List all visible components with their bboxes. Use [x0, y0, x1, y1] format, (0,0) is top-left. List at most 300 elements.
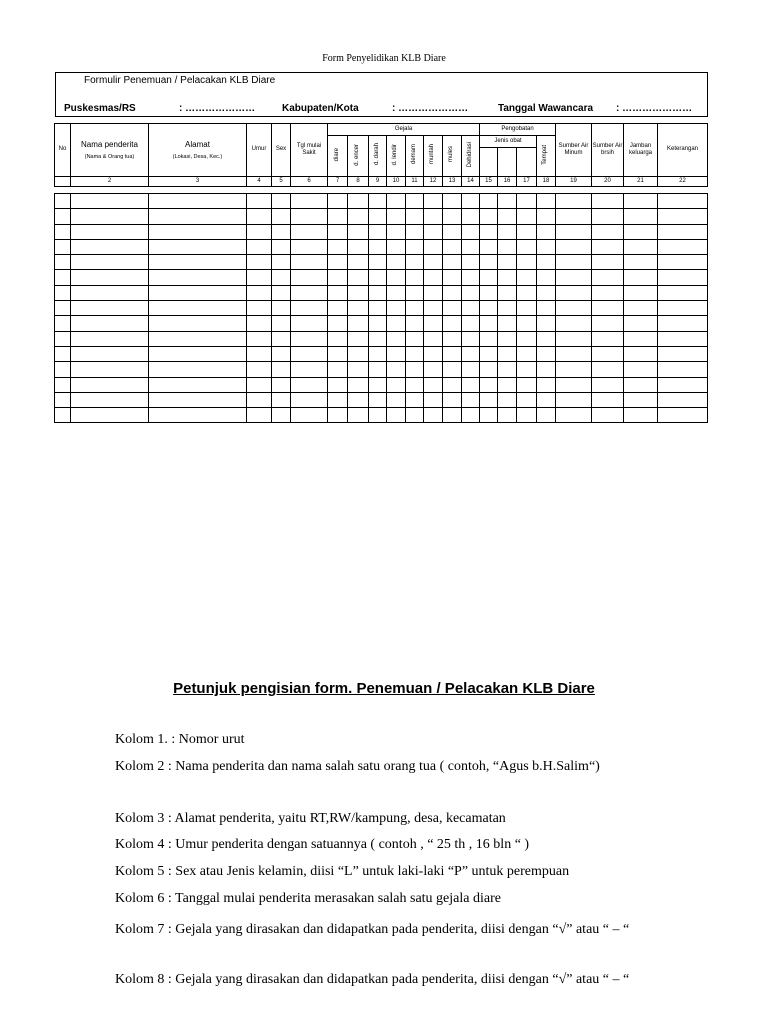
entry-cell[interactable]: [592, 316, 624, 331]
entry-cell[interactable]: [480, 224, 498, 239]
entry-cell[interactable]: [424, 255, 443, 270]
entry-cell[interactable]: [71, 301, 149, 316]
entry-cell[interactable]: [328, 301, 348, 316]
entry-cell[interactable]: [592, 377, 624, 392]
entry-cell[interactable]: [55, 316, 71, 331]
entry-cell[interactable]: [556, 285, 592, 300]
entry-cell[interactable]: [537, 346, 556, 361]
entry-cell[interactable]: [369, 392, 387, 407]
entry-cell[interactable]: [624, 331, 658, 346]
entry-cell[interactable]: [406, 377, 424, 392]
entry-cell[interactable]: [272, 301, 291, 316]
entry-cell[interactable]: [537, 392, 556, 407]
entry-cell[interactable]: [406, 301, 424, 316]
entry-cell[interactable]: [498, 270, 517, 285]
entry-cell[interactable]: [348, 301, 369, 316]
entry-cell[interactable]: [348, 408, 369, 423]
entry-cell[interactable]: [556, 270, 592, 285]
entry-cell[interactable]: [498, 331, 517, 346]
entry-cell[interactable]: [658, 392, 708, 407]
entry-cell[interactable]: [247, 377, 272, 392]
entry-cell[interactable]: [592, 362, 624, 377]
entry-cell[interactable]: [424, 362, 443, 377]
entry-cell[interactable]: [328, 239, 348, 254]
entry-cell[interactable]: [498, 377, 517, 392]
entry-cell[interactable]: [658, 408, 708, 423]
entry-cell[interactable]: [462, 270, 480, 285]
entry-cell[interactable]: [55, 255, 71, 270]
entry-cell[interactable]: [406, 270, 424, 285]
entry-cell[interactable]: [272, 362, 291, 377]
entry-cell[interactable]: [369, 316, 387, 331]
entry-cell[interactable]: [149, 255, 247, 270]
entry-cell[interactable]: [71, 255, 149, 270]
entry-cell[interactable]: [291, 224, 328, 239]
entry-cell[interactable]: [272, 255, 291, 270]
entry-cell[interactable]: [624, 270, 658, 285]
entry-cell[interactable]: [247, 194, 272, 209]
entry-cell[interactable]: [480, 301, 498, 316]
entry-cell[interactable]: [348, 331, 369, 346]
entry-cell[interactable]: [624, 239, 658, 254]
entry-cell[interactable]: [517, 331, 537, 346]
entry-cell[interactable]: [658, 285, 708, 300]
entry-cell[interactable]: [658, 316, 708, 331]
entry-cell[interactable]: [348, 377, 369, 392]
entry-cell[interactable]: [592, 392, 624, 407]
entry-cell[interactable]: [443, 377, 462, 392]
entry-cell[interactable]: [247, 301, 272, 316]
entry-cell[interactable]: [71, 209, 149, 224]
entry-cell[interactable]: [291, 301, 328, 316]
entry-cell[interactable]: [517, 224, 537, 239]
entry-cell[interactable]: [424, 331, 443, 346]
entry-cell[interactable]: [247, 239, 272, 254]
entry-cell[interactable]: [424, 346, 443, 361]
entry-cell[interactable]: [480, 285, 498, 300]
entry-cell[interactable]: [424, 377, 443, 392]
entry-cell[interactable]: [149, 392, 247, 407]
entry-cell[interactable]: [348, 392, 369, 407]
entry-cell[interactable]: [71, 194, 149, 209]
entry-cell[interactable]: [387, 270, 406, 285]
entry-cell[interactable]: [291, 331, 328, 346]
entry-cell[interactable]: [537, 331, 556, 346]
entry-cell[interactable]: [406, 194, 424, 209]
entry-cell[interactable]: [424, 194, 443, 209]
entry-cell[interactable]: [517, 392, 537, 407]
entry-cell[interactable]: [480, 239, 498, 254]
entry-cell[interactable]: [406, 331, 424, 346]
entry-cell[interactable]: [369, 377, 387, 392]
entry-cell[interactable]: [387, 346, 406, 361]
entry-cell[interactable]: [658, 301, 708, 316]
entry-cell[interactable]: [406, 316, 424, 331]
entry-cell[interactable]: [443, 316, 462, 331]
entry-cell[interactable]: [328, 270, 348, 285]
entry-cell[interactable]: [272, 224, 291, 239]
entry-cell[interactable]: [55, 285, 71, 300]
entry-cell[interactable]: [556, 346, 592, 361]
entry-cell[interactable]: [55, 209, 71, 224]
entry-cell[interactable]: [328, 346, 348, 361]
entry-cell[interactable]: [71, 331, 149, 346]
entry-cell[interactable]: [348, 316, 369, 331]
entry-cell[interactable]: [71, 377, 149, 392]
entry-cell[interactable]: [498, 316, 517, 331]
entry-cell[interactable]: [592, 408, 624, 423]
entry-cell[interactable]: [149, 408, 247, 423]
entry-cell[interactable]: [592, 331, 624, 346]
entry-cell[interactable]: [348, 362, 369, 377]
entry-cell[interactable]: [424, 392, 443, 407]
entry-cell[interactable]: [387, 194, 406, 209]
entry-cell[interactable]: [443, 209, 462, 224]
entry-cell[interactable]: [556, 255, 592, 270]
entry-cell[interactable]: [592, 270, 624, 285]
entry-cell[interactable]: [55, 331, 71, 346]
entry-cell[interactable]: [369, 362, 387, 377]
entry-cell[interactable]: [462, 392, 480, 407]
entry-cell[interactable]: [517, 209, 537, 224]
entry-cell[interactable]: [517, 194, 537, 209]
entry-cell[interactable]: [498, 255, 517, 270]
entry-cell[interactable]: [71, 392, 149, 407]
entry-cell[interactable]: [443, 346, 462, 361]
kabupaten-value[interactable]: : …………………: [392, 103, 469, 114]
entry-cell[interactable]: [658, 194, 708, 209]
entry-cell[interactable]: [462, 316, 480, 331]
entry-cell[interactable]: [424, 270, 443, 285]
entry-cell[interactable]: [291, 239, 328, 254]
entry-cell[interactable]: [406, 285, 424, 300]
entry-cell[interactable]: [624, 346, 658, 361]
entry-cell[interactable]: [498, 392, 517, 407]
entry-cell[interactable]: [658, 209, 708, 224]
entry-cell[interactable]: [462, 209, 480, 224]
entry-cell[interactable]: [462, 301, 480, 316]
entry-cell[interactable]: [658, 346, 708, 361]
entry-cell[interactable]: [592, 194, 624, 209]
entry-cell[interactable]: [247, 408, 272, 423]
entry-cell[interactable]: [480, 270, 498, 285]
entry-cell[interactable]: [480, 392, 498, 407]
entry-cell[interactable]: [443, 255, 462, 270]
entry-cell[interactable]: [328, 331, 348, 346]
entry-cell[interactable]: [247, 224, 272, 239]
entry-cell[interactable]: [443, 194, 462, 209]
entry-cell[interactable]: [556, 224, 592, 239]
entry-cell[interactable]: [424, 239, 443, 254]
entry-cell[interactable]: [149, 316, 247, 331]
entry-cell[interactable]: [387, 331, 406, 346]
entry-cell[interactable]: [55, 194, 71, 209]
entry-cell[interactable]: [443, 270, 462, 285]
entry-cell[interactable]: [272, 408, 291, 423]
entry-cell[interactable]: [328, 408, 348, 423]
entry-cell[interactable]: [537, 224, 556, 239]
entry-cell[interactable]: [556, 301, 592, 316]
entry-cell[interactable]: [387, 316, 406, 331]
entry-cell[interactable]: [55, 377, 71, 392]
entry-cell[interactable]: [480, 255, 498, 270]
entry-cell[interactable]: [348, 239, 369, 254]
entry-cell[interactable]: [517, 239, 537, 254]
entry-cell[interactable]: [55, 224, 71, 239]
entry-cell[interactable]: [387, 408, 406, 423]
entry-cell[interactable]: [406, 224, 424, 239]
entry-cell[interactable]: [387, 285, 406, 300]
entry-cell[interactable]: [624, 224, 658, 239]
entry-cell[interactable]: [149, 362, 247, 377]
entry-cell[interactable]: [498, 408, 517, 423]
entry-cell[interactable]: [149, 331, 247, 346]
entry-cell[interactable]: [498, 209, 517, 224]
entry-cell[interactable]: [443, 285, 462, 300]
entry-cell[interactable]: [462, 239, 480, 254]
entry-cell[interactable]: [149, 285, 247, 300]
entry-cell[interactable]: [556, 377, 592, 392]
entry-cell[interactable]: [424, 224, 443, 239]
entry-cell[interactable]: [424, 285, 443, 300]
entry-cell[interactable]: [328, 194, 348, 209]
entry-cell[interactable]: [658, 362, 708, 377]
entry-cell[interactable]: [387, 392, 406, 407]
entry-cell[interactable]: [149, 209, 247, 224]
entry-cell[interactable]: [443, 224, 462, 239]
entry-cell[interactable]: [247, 316, 272, 331]
entry-cell[interactable]: [328, 209, 348, 224]
entry-cell[interactable]: [480, 408, 498, 423]
entry-cell[interactable]: [424, 316, 443, 331]
entry-cell[interactable]: [462, 224, 480, 239]
entry-cell[interactable]: [328, 316, 348, 331]
entry-cell[interactable]: [348, 224, 369, 239]
entry-cell[interactable]: [556, 408, 592, 423]
entry-cell[interactable]: [328, 224, 348, 239]
entry-cell[interactable]: [291, 362, 328, 377]
entry-cell[interactable]: [369, 224, 387, 239]
entry-cell[interactable]: [517, 255, 537, 270]
entry-cell[interactable]: [71, 285, 149, 300]
entry-cell[interactable]: [328, 377, 348, 392]
entry-cell[interactable]: [592, 285, 624, 300]
entry-cell[interactable]: [369, 239, 387, 254]
entry-cell[interactable]: [462, 285, 480, 300]
entry-cell[interactable]: [387, 224, 406, 239]
entry-cell[interactable]: [517, 377, 537, 392]
entry-cell[interactable]: [480, 331, 498, 346]
entry-cell[interactable]: [537, 408, 556, 423]
entry-cell[interactable]: [658, 239, 708, 254]
entry-cell[interactable]: [71, 408, 149, 423]
entry-cell[interactable]: [406, 209, 424, 224]
entry-cell[interactable]: [556, 194, 592, 209]
entry-cell[interactable]: [291, 270, 328, 285]
entry-cell[interactable]: [247, 285, 272, 300]
entry-cell[interactable]: [149, 346, 247, 361]
entry-cell[interactable]: [480, 377, 498, 392]
entry-cell[interactable]: [462, 362, 480, 377]
entry-cell[interactable]: [55, 362, 71, 377]
entry-cell[interactable]: [387, 377, 406, 392]
entry-cell[interactable]: [443, 408, 462, 423]
entry-cell[interactable]: [624, 362, 658, 377]
entry-cell[interactable]: [517, 285, 537, 300]
entry-cell[interactable]: [328, 285, 348, 300]
entry-cell[interactable]: [658, 270, 708, 285]
entry-cell[interactable]: [71, 316, 149, 331]
entry-cell[interactable]: [443, 331, 462, 346]
entry-cell[interactable]: [480, 209, 498, 224]
entry-cell[interactable]: [291, 377, 328, 392]
entry-cell[interactable]: [149, 224, 247, 239]
entry-cell[interactable]: [291, 194, 328, 209]
entry-cell[interactable]: [624, 316, 658, 331]
entry-cell[interactable]: [247, 346, 272, 361]
entry-cell[interactable]: [624, 377, 658, 392]
entry-cell[interactable]: [658, 224, 708, 239]
entry-cell[interactable]: [498, 194, 517, 209]
entry-cell[interactable]: [55, 239, 71, 254]
entry-cell[interactable]: [291, 285, 328, 300]
entry-cell[interactable]: [272, 285, 291, 300]
entry-cell[interactable]: [369, 331, 387, 346]
entry-cell[interactable]: [406, 392, 424, 407]
entry-cell[interactable]: [348, 285, 369, 300]
entry-cell[interactable]: [272, 392, 291, 407]
entry-cell[interactable]: [348, 255, 369, 270]
entry-cell[interactable]: [424, 408, 443, 423]
entry-cell[interactable]: [462, 408, 480, 423]
entry-cell[interactable]: [71, 239, 149, 254]
entry-cell[interactable]: [424, 209, 443, 224]
entry-cell[interactable]: [71, 224, 149, 239]
entry-cell[interactable]: [537, 316, 556, 331]
entry-cell[interactable]: [624, 392, 658, 407]
entry-cell[interactable]: [443, 301, 462, 316]
entry-cell[interactable]: [537, 377, 556, 392]
entry-cell[interactable]: [247, 209, 272, 224]
entry-cell[interactable]: [498, 301, 517, 316]
entry-cell[interactable]: [149, 270, 247, 285]
entry-cell[interactable]: [369, 255, 387, 270]
entry-cell[interactable]: [443, 239, 462, 254]
entry-cell[interactable]: [462, 255, 480, 270]
entry-cell[interactable]: [247, 392, 272, 407]
entry-cell[interactable]: [369, 346, 387, 361]
entry-cell[interactable]: [498, 285, 517, 300]
entry-cell[interactable]: [537, 285, 556, 300]
entry-cell[interactable]: [406, 362, 424, 377]
entry-cell[interactable]: [498, 362, 517, 377]
entry-cell[interactable]: [71, 362, 149, 377]
entry-cell[interactable]: [517, 301, 537, 316]
entry-cell[interactable]: [149, 239, 247, 254]
entry-cell[interactable]: [537, 362, 556, 377]
entry-cell[interactable]: [369, 301, 387, 316]
entry-cell[interactable]: [348, 346, 369, 361]
entry-cell[interactable]: [348, 194, 369, 209]
entry-cell[interactable]: [149, 377, 247, 392]
entry-cell[interactable]: [556, 209, 592, 224]
entry-cell[interactable]: [517, 316, 537, 331]
entry-cell[interactable]: [406, 346, 424, 361]
entry-cell[interactable]: [406, 239, 424, 254]
entry-cell[interactable]: [537, 270, 556, 285]
entry-cell[interactable]: [517, 346, 537, 361]
entry-cell[interactable]: [592, 346, 624, 361]
entry-cell[interactable]: [624, 209, 658, 224]
entry-cell[interactable]: [443, 392, 462, 407]
entry-cell[interactable]: [272, 194, 291, 209]
entry-cell[interactable]: [291, 316, 328, 331]
entry-cell[interactable]: [291, 408, 328, 423]
entry-cell[interactable]: [369, 270, 387, 285]
entry-cell[interactable]: [387, 301, 406, 316]
entry-cell[interactable]: [658, 255, 708, 270]
entry-cell[interactable]: [462, 346, 480, 361]
entry-cell[interactable]: [624, 408, 658, 423]
entry-cell[interactable]: [462, 377, 480, 392]
entry-cell[interactable]: [556, 362, 592, 377]
entry-cell[interactable]: [592, 209, 624, 224]
entry-cell[interactable]: [328, 362, 348, 377]
entry-cell[interactable]: [592, 239, 624, 254]
entry-cell[interactable]: [55, 346, 71, 361]
entry-cell[interactable]: [272, 209, 291, 224]
entry-cell[interactable]: [624, 194, 658, 209]
entry-cell[interactable]: [624, 301, 658, 316]
entry-cell[interactable]: [443, 362, 462, 377]
entry-cell[interactable]: [658, 377, 708, 392]
entry-cell[interactable]: [556, 331, 592, 346]
entry-cell[interactable]: [328, 255, 348, 270]
entry-cell[interactable]: [291, 255, 328, 270]
entry-cell[interactable]: [498, 224, 517, 239]
entry-cell[interactable]: [272, 331, 291, 346]
entry-cell[interactable]: [592, 224, 624, 239]
entry-cell[interactable]: [149, 194, 247, 209]
entry-cell[interactable]: [406, 408, 424, 423]
entry-cell[interactable]: [328, 392, 348, 407]
entry-cell[interactable]: [498, 239, 517, 254]
entry-cell[interactable]: [71, 270, 149, 285]
tanggal-value[interactable]: : …………………: [616, 103, 693, 114]
entry-cell[interactable]: [387, 362, 406, 377]
entry-cell[interactable]: [272, 239, 291, 254]
entry-cell[interactable]: [291, 392, 328, 407]
entry-cell[interactable]: [624, 285, 658, 300]
entry-cell[interactable]: [291, 346, 328, 361]
entry-cell[interactable]: [592, 255, 624, 270]
entry-cell[interactable]: [55, 270, 71, 285]
entry-cell[interactable]: [369, 285, 387, 300]
entry-cell[interactable]: [537, 255, 556, 270]
entry-cell[interactable]: [537, 194, 556, 209]
entry-cell[interactable]: [624, 255, 658, 270]
entry-cell[interactable]: [498, 346, 517, 361]
entry-cell[interactable]: [247, 331, 272, 346]
entry-cell[interactable]: [272, 270, 291, 285]
entry-cell[interactable]: [387, 209, 406, 224]
puskesmas-value[interactable]: : …………………: [179, 103, 256, 114]
entry-cell[interactable]: [387, 239, 406, 254]
entry-cell[interactable]: [556, 316, 592, 331]
entry-cell[interactable]: [272, 316, 291, 331]
entry-cell[interactable]: [71, 346, 149, 361]
entry-cell[interactable]: [462, 194, 480, 209]
